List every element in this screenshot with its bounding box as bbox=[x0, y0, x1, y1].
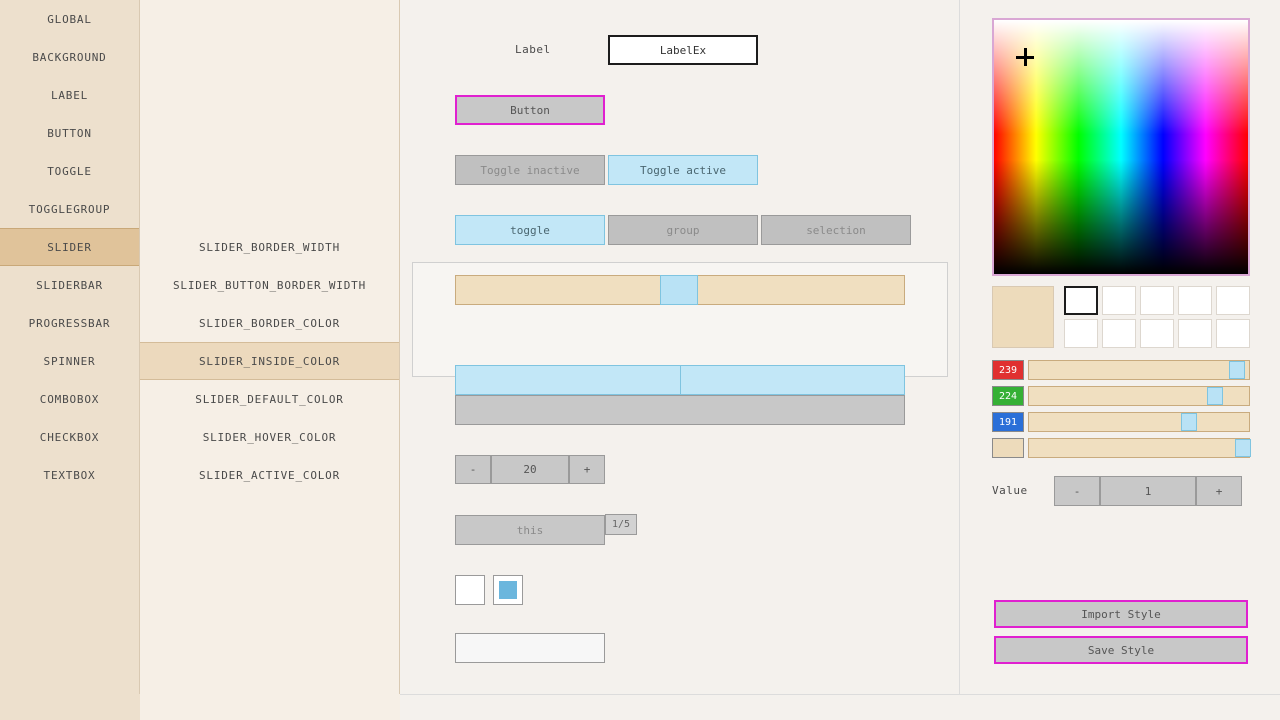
property-label: SLIDER_ACTIVE_COLOR bbox=[198, 468, 341, 482]
toggle-active-button[interactable] bbox=[608, 155, 758, 185]
labelex-value: LabelEx bbox=[659, 43, 707, 57]
sidebar-item-label: TOGGLE bbox=[47, 164, 92, 178]
save-style-button[interactable] bbox=[994, 636, 1248, 664]
red-value: 239 bbox=[998, 364, 1018, 376]
property-slider-inside-color[interactable] bbox=[140, 342, 399, 380]
property-slider-button-border-width[interactable] bbox=[140, 266, 399, 304]
property-slider-border-color[interactable] bbox=[140, 304, 399, 342]
palette-swatch-5[interactable] bbox=[1216, 286, 1250, 315]
import-style-button[interactable] bbox=[994, 600, 1248, 628]
palette-swatch-2[interactable] bbox=[1102, 286, 1136, 315]
current-color-swatch bbox=[992, 286, 1054, 348]
sidebar-item-toggle[interactable] bbox=[0, 152, 139, 190]
color-picker-area[interactable] bbox=[992, 18, 1250, 276]
label-caption: Label bbox=[515, 43, 551, 56]
property-list-panel bbox=[140, 0, 400, 694]
bottom-strip bbox=[0, 694, 1280, 720]
value-minus-label: - bbox=[1073, 484, 1081, 498]
property-label: SLIDER_BORDER_WIDTH bbox=[198, 240, 341, 254]
value-caption: Value bbox=[992, 484, 1028, 497]
category-sidebar bbox=[0, 0, 140, 694]
combobox-count-badge bbox=[605, 514, 637, 535]
property-label: SLIDER_BORDER_COLOR bbox=[198, 316, 341, 330]
property-label: SLIDER_INSIDE_COLOR bbox=[198, 354, 341, 368]
togglegroup-label: selection bbox=[806, 223, 866, 237]
sidebar-item-spinner[interactable] bbox=[0, 342, 139, 380]
property-list bbox=[140, 228, 399, 494]
color-gradient[interactable] bbox=[994, 20, 1248, 274]
sidebar-item-label[interactable] bbox=[0, 76, 139, 114]
checkbox-check-icon bbox=[499, 581, 517, 599]
preview-panel bbox=[400, 0, 960, 694]
spinner-increment-button[interactable] bbox=[569, 455, 605, 484]
palette-swatch-1[interactable] bbox=[1064, 286, 1098, 315]
property-label: SLIDER_DEFAULT_COLOR bbox=[195, 392, 344, 406]
slider-knob[interactable] bbox=[660, 275, 698, 305]
sidebar-item-label: BUTTON bbox=[47, 126, 92, 140]
palette-swatch-6[interactable] bbox=[1064, 319, 1098, 348]
sidebar-item-progressbar[interactable] bbox=[0, 304, 139, 342]
red-slider[interactable] bbox=[1028, 360, 1250, 380]
sidebar-item-label: SLIDER bbox=[47, 240, 92, 254]
sidebar-item-global[interactable] bbox=[0, 0, 139, 38]
sidebar-item-label: TOGGLEGROUP bbox=[28, 202, 111, 216]
combobox-value: this bbox=[516, 523, 544, 537]
combobox-count-label: 1/5 bbox=[611, 519, 631, 530]
sidebar-item-slider[interactable] bbox=[0, 228, 139, 266]
slider-control[interactable] bbox=[455, 275, 905, 305]
alpha-channel-badge bbox=[992, 438, 1024, 458]
spinner-decrement-button[interactable] bbox=[455, 455, 491, 484]
bottom-strip-right bbox=[960, 694, 1280, 720]
sidebar-item-checkbox[interactable] bbox=[0, 418, 139, 456]
sidebar-item-label: SLIDERBAR bbox=[36, 278, 103, 292]
togglegroup-label: toggle bbox=[510, 223, 550, 237]
red-slider-knob[interactable] bbox=[1229, 361, 1245, 379]
togglegroup-label: group bbox=[666, 223, 700, 237]
green-slider-knob[interactable] bbox=[1207, 387, 1223, 405]
value-spinner-row bbox=[992, 476, 1250, 506]
palette-swatch-9[interactable] bbox=[1178, 319, 1212, 348]
sidebar-item-button[interactable] bbox=[0, 114, 139, 152]
color-panel bbox=[960, 0, 1280, 694]
sidebar-item-label: SPINNER bbox=[43, 354, 96, 368]
alpha-slider[interactable] bbox=[1028, 438, 1250, 458]
toggle-inactive-button[interactable] bbox=[455, 155, 605, 185]
togglegroup-item-toggle[interactable] bbox=[455, 215, 605, 245]
sidebar-item-textbox[interactable] bbox=[0, 456, 139, 494]
palette-swatch-grid bbox=[1064, 286, 1250, 348]
sidebar-item-background[interactable] bbox=[0, 38, 139, 76]
blue-value: 191 bbox=[998, 416, 1018, 428]
toggle-active-label: Toggle active bbox=[639, 163, 727, 177]
alpha-slider-knob[interactable] bbox=[1235, 439, 1251, 457]
sidebar-item-combobox[interactable] bbox=[0, 380, 139, 418]
progressbar bbox=[455, 395, 905, 425]
value-field[interactable] bbox=[1100, 476, 1196, 506]
value-number: 1 bbox=[1144, 484, 1152, 498]
combobox[interactable] bbox=[455, 515, 605, 545]
property-label: SLIDER_BUTTON_BORDER_WIDTH bbox=[173, 278, 366, 292]
import-style-label: Import Style bbox=[1081, 607, 1161, 621]
spinner-value-label: 20 bbox=[523, 463, 537, 476]
sidebar-item-label: COMBOBOX bbox=[39, 392, 100, 406]
textbox[interactable] bbox=[455, 633, 605, 663]
palette-swatch-4[interactable] bbox=[1178, 286, 1212, 315]
sliderbar-control[interactable] bbox=[455, 365, 905, 395]
spinner-plus-label: + bbox=[583, 463, 591, 476]
blue-channel-badge bbox=[992, 412, 1024, 432]
blue-slider-knob[interactable] bbox=[1181, 413, 1197, 431]
property-label: SLIDER_HOVER_COLOR bbox=[202, 430, 337, 444]
value-plus-label: + bbox=[1215, 484, 1223, 498]
bottom-strip-left bbox=[0, 694, 140, 720]
red-channel-badge bbox=[992, 360, 1024, 380]
blue-slider[interactable] bbox=[1028, 412, 1250, 432]
bottom-strip-center bbox=[400, 694, 960, 720]
bottom-strip-props bbox=[140, 694, 400, 720]
palette-swatch-8[interactable] bbox=[1140, 319, 1174, 348]
property-slider-default-color[interactable] bbox=[140, 380, 399, 418]
checkbox-unchecked[interactable] bbox=[455, 575, 485, 605]
value-increment-button[interactable] bbox=[1196, 476, 1242, 506]
palette-swatch-7[interactable] bbox=[1102, 319, 1136, 348]
sidebar-item-togglegroup[interactable] bbox=[0, 190, 139, 228]
green-channel-badge bbox=[992, 386, 1024, 406]
save-style-label: Save Style bbox=[1087, 643, 1155, 657]
togglegroup-item-group[interactable] bbox=[608, 215, 758, 245]
sidebar-item-label: PROGRESSBAR bbox=[28, 316, 111, 330]
preview-button-label: Button bbox=[510, 103, 550, 117]
spinner-value[interactable] bbox=[491, 455, 569, 484]
value-decrement-button[interactable] bbox=[1054, 476, 1100, 506]
property-slider-active-color[interactable] bbox=[140, 456, 399, 494]
green-value: 224 bbox=[998, 390, 1018, 402]
sidebar-item-label: TEXTBOX bbox=[43, 468, 96, 482]
property-slider-hover-color[interactable] bbox=[140, 418, 399, 456]
toggle-inactive-label: Toggle inactive bbox=[480, 163, 580, 177]
sidebar-item-label: GLOBAL bbox=[47, 12, 92, 26]
palette-swatch-3[interactable] bbox=[1140, 286, 1174, 315]
labelex-field[interactable] bbox=[608, 35, 758, 65]
sidebar-item-sliderbar[interactable] bbox=[0, 266, 139, 304]
property-slider-border-width[interactable] bbox=[140, 228, 399, 266]
checkbox-checked[interactable] bbox=[493, 575, 523, 605]
sliderbar-fill bbox=[456, 366, 681, 394]
sidebar-item-label: BACKGROUND bbox=[32, 50, 107, 64]
spinner-minus-label: - bbox=[469, 463, 477, 476]
sidebar-item-label: LABEL bbox=[50, 88, 89, 102]
preview-button[interactable] bbox=[455, 95, 605, 125]
sidebar-item-label: CHECKBOX bbox=[39, 430, 100, 444]
togglegroup-item-selection[interactable] bbox=[761, 215, 911, 245]
green-slider[interactable] bbox=[1028, 386, 1250, 406]
palette-swatch-10[interactable] bbox=[1216, 319, 1250, 348]
